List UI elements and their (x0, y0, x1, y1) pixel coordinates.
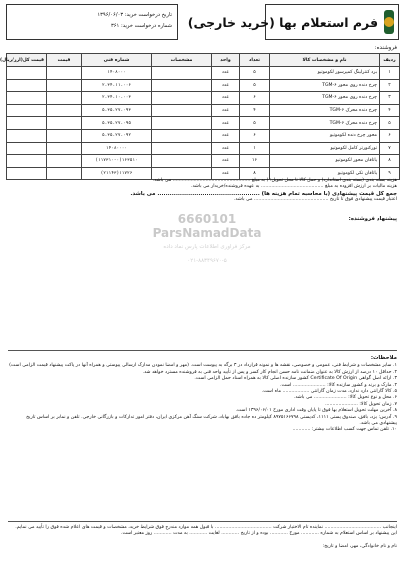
remarks-section (8, 355, 397, 434)
cell-part-number: (۲۱۱۴۳)۱۱۷۲۶ (82, 167, 152, 180)
cell-item-name: محور چرخ دنده لکوموتیو (270, 129, 380, 142)
table-row (7, 104, 400, 117)
cell-specs (152, 104, 212, 117)
section-divider (8, 350, 397, 351)
cell-part-number: ۲.۳۴.۱۱.۰۰۶ (82, 79, 152, 92)
cell-part-number: ۵.۳۵.۲۷.۰۹۳ (82, 104, 152, 117)
cell-row-number: ۶ (380, 129, 400, 142)
cell-price (47, 155, 82, 168)
cell-quantity: ۸ (240, 167, 270, 180)
cell-part-number: ۵.۳۵.۲۷.۰۹۵ (82, 117, 152, 130)
cell-unit: عدد (212, 142, 240, 155)
cell-item-name: تورکنورتر کامل لکوموتیو (270, 142, 380, 155)
cell-unit: عدد (212, 67, 240, 80)
cell-quantity: ۵ (240, 67, 270, 80)
table-row (7, 129, 400, 142)
validity-line: اعتبار قیمت پیشنهادی فوق تا تاریخ .................................................. می باشد. (233, 197, 397, 203)
table-row (7, 155, 400, 168)
cell-item-name: چرخ دنده محرک TGM-۶ (270, 104, 380, 117)
cell-part-number: (۱۱۷۳۱۰-۰)۱۶۳۵۱۰ (82, 155, 152, 168)
supplier-offer-heading: پیشنهاد فروشنده: (348, 215, 397, 222)
validity-declaration-line: این پیشنهاد بر اساس استعلام به شماره ............ مورخ ............ بوده و از تاریخ ............ لغایت ............ به مدت ............ روز معتبر است. (120, 531, 397, 537)
cell-quantity: ۵ (240, 79, 270, 92)
cell-unit: عدد (212, 79, 240, 92)
cell-unit: عدد (212, 155, 240, 168)
request-number-label: شماره درخواست خرید: (120, 23, 172, 29)
cell-total-price (7, 67, 47, 80)
cell-item-name: یاتاقان محور لکوموتیو (270, 155, 380, 168)
table-row (7, 79, 400, 92)
cell-row-number: ۵ (380, 117, 400, 130)
cell-row-number: ۴ (380, 104, 400, 117)
remark-item: ۹. آدرس: یزد، بافق، صندوق پستی ۱۱۱۱، کدپستی ۸۹۷۵۱۶۶۷۹۸ کیلومتر ده جاده بافق بهاباد، شرکت سنگ آهن مرکزی ایران، دفتر امور تدارکات و بازرگانی خارجی. تلفن و نمابر بر اساس تاریخ پیشنهادی می باشد. (26, 414, 397, 427)
cell-specs (152, 142, 212, 155)
watermark-name: ParsNamadData (152, 226, 262, 240)
cell-price (47, 117, 82, 130)
remark-item: ۸. آخرین مهلت تحویل استعلام بها فوق تا پایان وقت اداری مورخ ۱۳۹۶/۰۶/۰۱ است. (235, 408, 397, 414)
table-row (7, 142, 400, 155)
cell-specs (152, 67, 212, 80)
cell-unit: عدد (212, 104, 240, 117)
cell-specs (152, 129, 212, 142)
header-total-price: قیمت کل(ارز/ریال) (7, 54, 47, 67)
cell-unit: عدد (212, 117, 240, 130)
cell-price (47, 104, 82, 117)
cell-specs (152, 79, 212, 92)
remark-item: ۳. ارائه اصل گواهی Certificate Of Origin کشور سازنده اصلی کالا به همراه اسناد حمل الزامی است. (194, 376, 397, 382)
table-row (7, 67, 400, 80)
cell-total-price (7, 79, 47, 92)
cell-unit: عدد (212, 92, 240, 105)
remark-item: ۲. حداقل ۱۰ درصد از ارزش کالا به عنوان ضمانت نامه حسن انجام کار کسر و پس از تأیید واحد فنی به فروشنده مسترد خواهد شد. (142, 369, 397, 375)
cell-total-price (7, 92, 47, 105)
cell-item-name: چرخ دنده روی محور TGM-۶ (270, 92, 380, 105)
header-part-number: شماره فنی (82, 54, 152, 67)
cell-item-name: چرخ دنده روی محور TGM-۶ (270, 79, 380, 92)
cell-specs (152, 155, 212, 168)
total-offer-line: جمع کل قیمت پیشنهادی (با محاسبه تمام هزینه ها) .................................................. می باشد. (130, 190, 397, 197)
request-number-row (12, 21, 172, 32)
watermark-subtitle: مرکز فراوری اطلاعات پارس نماد داده (163, 244, 251, 250)
form-header (187, 4, 399, 40)
header-row-number: ردیف (380, 54, 400, 67)
request-date-label: تاریخ درخواست خرید: (124, 12, 172, 18)
request-date-row (12, 10, 172, 21)
table-row (7, 117, 400, 130)
cell-total-price (7, 142, 47, 155)
cell-total-price (7, 104, 47, 117)
table-header-row (7, 54, 400, 67)
cell-specs (152, 92, 212, 105)
cell-quantity: ۱۶ (240, 155, 270, 168)
remark-item: ۱. سایر مشخصات و شرایط فنی، عمومی و خصوصی، نقشه ها و نمونه قرارداد در ۳ برگه به پیوست است. (مهر و امضا نمودن مدارک ارسالی پیوستی و همراه آنها در پاکت پیشنهاد قیمت الزامی است) (9, 363, 397, 369)
remark-item: ۷. زمان تحویل کالا: ...................... (325, 401, 397, 407)
remark-item: ۶. محل و نوع تحویل کالا: ...................... می باشد. (293, 395, 397, 401)
cell-price (47, 129, 82, 142)
header-item-name: نام و مشخصات کالا (270, 54, 380, 67)
cell-item-name: چرخ دنده محرک TGM-۶ (270, 117, 380, 130)
cell-quantity: ۴ (240, 104, 270, 117)
cell-unit: عدد (212, 167, 240, 180)
header-quantity: تعداد (240, 54, 270, 67)
declaration-line: اینجانب ...................................... نماینده تام الاختیار شرکت ...................................... با قبول همه موارد مندرج فوق شرایط خرید، مشخصات و قیمت های اعلام شده فوق را تأیید می نمایم. (15, 525, 397, 530)
cell-part-number: ۱۴۰۸۰۰۰ (82, 67, 152, 80)
company-logo (384, 10, 394, 34)
packing-cost-line: هزینه بسته بندی (بسته بندی استاندارد) و حمل کالا تا محل تحویل: ( به مبلغ .................................................... می باشد. (152, 178, 397, 183)
cell-price (47, 92, 82, 105)
cell-price (47, 79, 82, 92)
cell-price (47, 142, 82, 155)
remark-item: ۵. کالا گارانتی دارد ندارد، مدت زمان گارانتی .................. ماه است. (261, 389, 397, 395)
header-price: قیمت (47, 54, 82, 67)
request-date-value: ۱۳۹۶/۰۶/۰۳ (97, 12, 124, 18)
remarks-title: ملاحظات: (370, 355, 397, 361)
cell-row-number: ۹ (380, 167, 400, 180)
header-unit: واحد (212, 54, 240, 67)
remark-item: ۴. مارک و برند و کشور سازنده کالا: ...................... است. (280, 382, 397, 388)
cell-row-number: ۸ (380, 155, 400, 168)
request-info-box (6, 4, 178, 40)
supplier-label: فروشنده: (374, 45, 397, 51)
cell-part-number: ۱۴۰۸۰۰۰۰ (82, 142, 152, 155)
cell-row-number: ۱ (380, 67, 400, 80)
watermark-phone: ۰۲۱-۸۸۳۴۹۶۷۰-۵ (187, 258, 227, 264)
form-title: فرم استعلام بها (خرید خارجی) (187, 14, 378, 30)
cell-quantity: ۶ (240, 129, 270, 142)
cell-item-name: برد کنترلینگ کمپرسور لکوموتیو (270, 67, 380, 80)
table-row (7, 92, 400, 105)
cell-quantity: ۱ (240, 142, 270, 155)
cell-total-price (7, 117, 47, 130)
remark-item: ۱۰. تلفن تماس جهت کسب اطلاعات بیشتر: ............ (292, 427, 397, 433)
footer-divider (8, 521, 397, 522)
signature-line: نام و نام خانوادگی، مهر، امضا و تاریخ: (322, 543, 397, 549)
cell-quantity: ۶ (240, 92, 270, 105)
cell-price (47, 67, 82, 80)
cell-specs (152, 117, 212, 130)
cell-unit: عدد (212, 129, 240, 142)
watermark-code: 6660101 (177, 212, 237, 226)
cell-row-number: ۳ (380, 92, 400, 105)
header-specs: مشخصات (152, 54, 212, 67)
cell-row-number: ۷ (380, 142, 400, 155)
cell-total-price (7, 155, 47, 168)
cell-quantity: ۵ (240, 117, 270, 130)
cell-total-price (7, 129, 47, 142)
items-table (0, 53, 400, 180)
cell-item-name: یاتاقان تکی لکوموتیو (270, 167, 380, 180)
footer-section (8, 525, 397, 550)
watermark (112, 212, 302, 268)
request-number-value: ۳۶۱ (110, 23, 120, 29)
vat-line: هزینه مالیات بر ارزش افزوده به مبلغ .......................................... به عهده فروشنده/خریدار می باشد. (190, 184, 397, 190)
cell-part-number: ۵.۳۵.۲۷.۰۹۲ (82, 129, 152, 142)
cell-part-number: ۲.۳۴.۱۰.۰۰۳ (82, 92, 152, 105)
cell-row-number: ۲ (380, 79, 400, 92)
